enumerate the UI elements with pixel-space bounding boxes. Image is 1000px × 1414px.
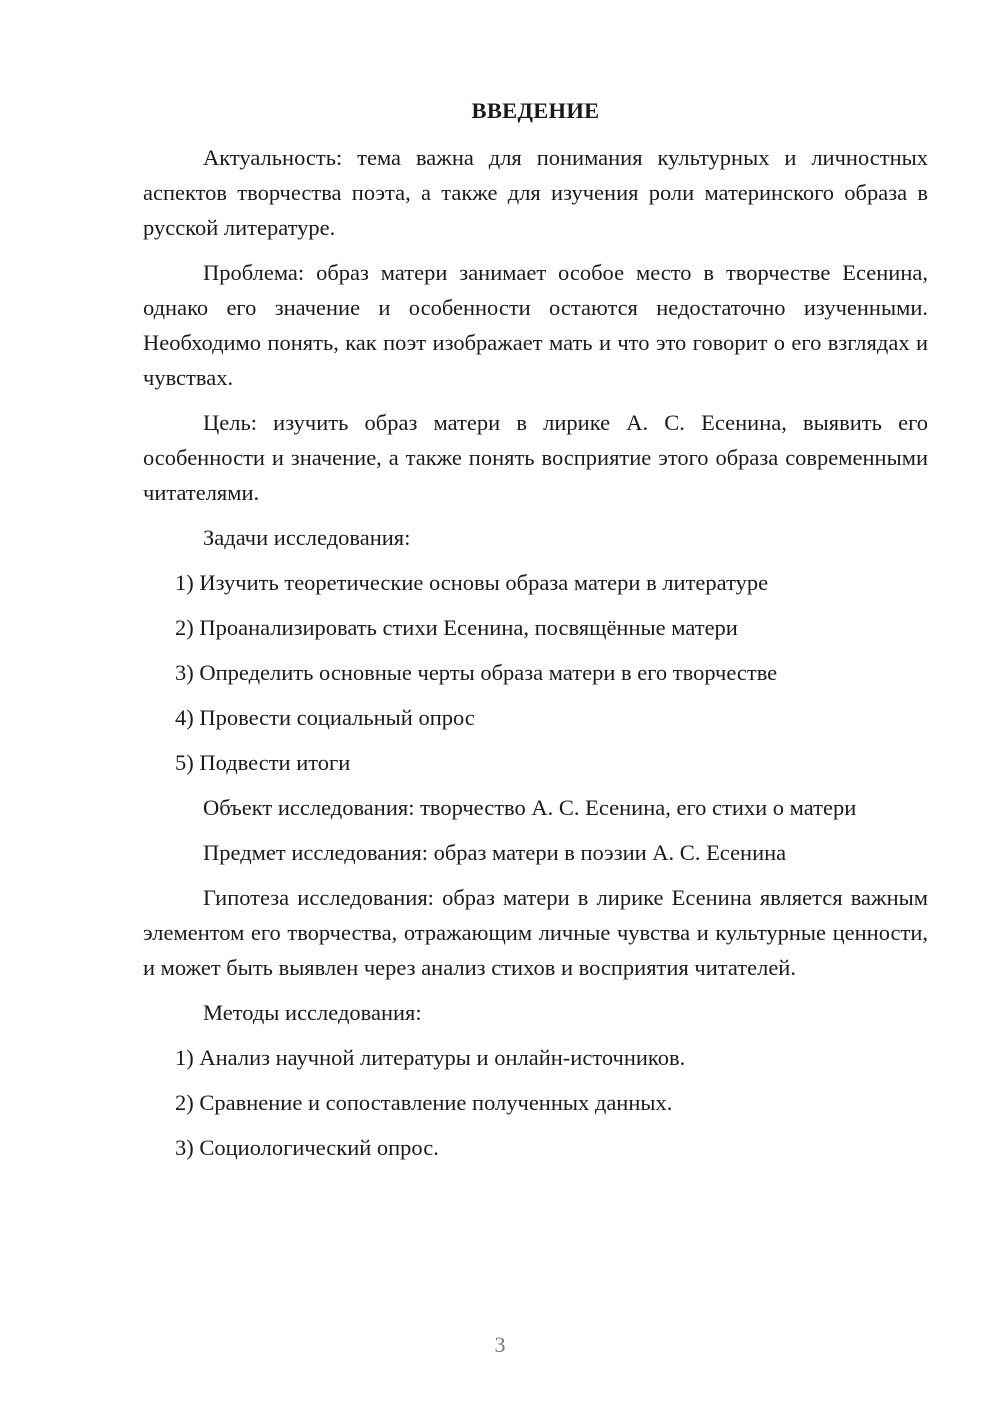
- list-item: 4) Провести социальный опрос: [175, 705, 475, 730]
- document-page: [143, 96, 928, 1175]
- subject-paragraph: Предмет исследования: образ матери в поэзии А. С. Есенина: [203, 840, 787, 865]
- section-heading: ВВЕДЕНИЕ: [471, 98, 600, 123]
- list-item: 2) Проанализировать стихи Есенина, посвящённые матери: [175, 615, 738, 640]
- list-item: 2) Сравнение и сопоставление полученных данных.: [175, 1090, 673, 1115]
- relevance-paragraph: Актуальность: тема важна для понимания культурных и личностных аспектов творчества поэта, а также для изучения роли материнского образа в русской литературе.: [143, 145, 928, 240]
- tasks-label: Задачи исследования:: [203, 525, 411, 550]
- list-item: 5) Подвести итоги: [175, 750, 351, 775]
- goal-paragraph: Цель: изучить образ матери в лирике А. С. Есенина, выявить его особенности и значение, а также понять восприятие этого образа современными читателями.: [143, 410, 928, 505]
- tasks-list: [143, 565, 928, 780]
- hypothesis-paragraph: Гипотеза исследования: образ матери в лирике Есенина является важным элементом его творчества, отражающим личные чувства и культурные ценности, и может быть выявлен через анализ стихов и восприятия читателей.: [143, 885, 928, 980]
- page-number: 3: [494, 1332, 506, 1357]
- object-paragraph: Объект исследования: творчество А. С. Есенина, его стихи о матери: [203, 795, 857, 820]
- list-item: 1) Анализ научной литературы и онлайн-источников.: [175, 1045, 686, 1070]
- methods-label: Методы исследования:: [203, 1000, 422, 1025]
- list-item: 3) Социологический опрос.: [175, 1135, 439, 1160]
- list-item: 3) Определить основные черты образа матери в его творчестве: [175, 660, 778, 685]
- problem-paragraph: Проблема: образ матери занимает особое место в творчестве Есенина, однако его значение и особенности остаются недостаточно изученными. Необходимо понять, как поэт изображает мать и что это говорит о его взглядах и чувствах.: [143, 260, 928, 390]
- list-item: 1) Изучить теоретические основы образа матери в литературе: [175, 570, 769, 595]
- methods-list: [143, 1040, 928, 1165]
